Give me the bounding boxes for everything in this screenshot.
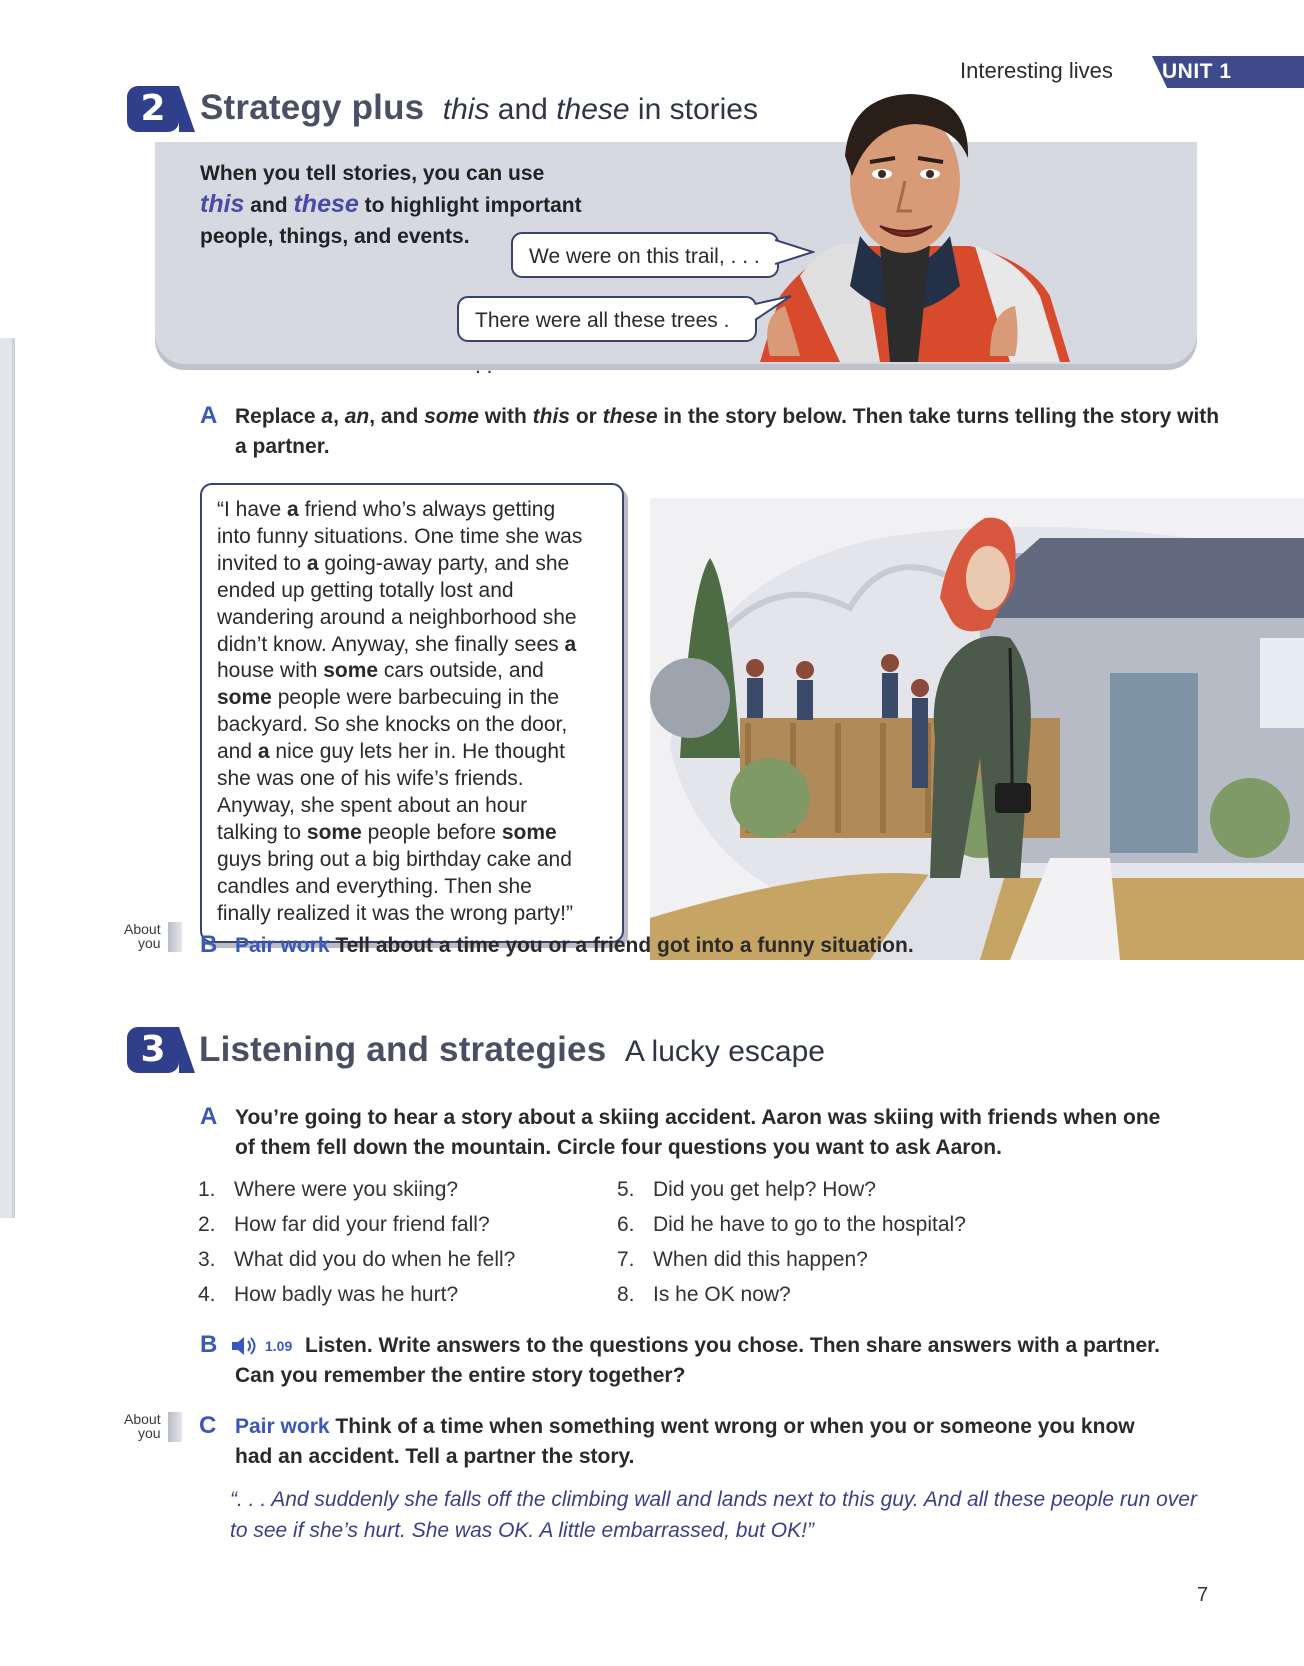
- t1: Replace: [235, 405, 322, 428]
- section-2-heading: [200, 88, 758, 128]
- question-item: [617, 1277, 966, 1312]
- page-edge-bar: [0, 338, 15, 1218]
- exercise-2b-text: [235, 931, 914, 961]
- speech-bubble-2: There were all these trees . . .: [457, 296, 757, 342]
- speaker-icon[interactable]: [230, 1334, 260, 1358]
- unit-label: UNIT 1: [1162, 60, 1232, 83]
- t3: , and: [369, 405, 425, 428]
- about-you-bar-3c: [168, 1412, 182, 1442]
- section-3-title: Listening and strategies: [199, 1030, 607, 1069]
- section-2-badge: 2: [127, 86, 179, 132]
- section-3-heading: [199, 1030, 825, 1070]
- question-text: How far did your friend fall?: [234, 1213, 490, 1236]
- about-you-bar-2b: [168, 922, 182, 952]
- strategy-line-3: people, things, and events.: [200, 225, 470, 248]
- example-quote: [230, 1484, 1220, 1546]
- question-text: Where were you skiing?: [234, 1178, 459, 1201]
- exercise-2a-line-1: [235, 402, 1235, 432]
- page-number: 7: [1197, 1584, 1209, 1606]
- exercise-3a-line-1: You’re going to hear a story about a skiing accident. Aaron was skiing with friends when one: [235, 1106, 1161, 1129]
- about-you-tag-3c: [124, 1412, 161, 1440]
- question-text: Is he OK now?: [653, 1283, 791, 1306]
- pair-work-label: Pair work: [235, 934, 330, 957]
- story-segment: people before: [361, 820, 502, 844]
- t6: in the story below. Then take turns telling the story with: [657, 405, 1220, 428]
- strategy-line-2: [200, 189, 620, 221]
- story-target-word: a: [287, 498, 299, 521]
- exercise-2a-line-2: a partner.: [235, 435, 330, 458]
- question-text: Did he have to go to the hospital?: [653, 1213, 966, 1236]
- story-segment: nice guy lets her in. He thought she was one of his wife’s friends. Anyway, she spent about an hour talking to: [217, 740, 565, 844]
- exercise-3a-line-2: of them fell down the mountain. Circle four questions you want to ask Aaron.: [235, 1136, 1002, 1159]
- story-target-word: some: [501, 820, 557, 844]
- exercise-3c-letter: C: [199, 1412, 217, 1439]
- section-2-title: Strategy plus: [200, 88, 425, 127]
- bubble-1-tail: [775, 238, 815, 268]
- story-segment: friend who’s always getting into funny situations. One time she was invited to: [217, 498, 583, 575]
- question-text: How badly was he hurt?: [234, 1283, 459, 1306]
- exercise-3c-instructions: [235, 1412, 1235, 1472]
- quote-line-2: to see if she’s hurt. She was OK. A little embarrassed, but OK!”: [230, 1519, 814, 1542]
- question-text: When did this happen?: [653, 1248, 868, 1271]
- exercise-3a-instructions: [235, 1103, 1235, 1163]
- question-item: [198, 1242, 515, 1277]
- section-2-subtitle: [443, 93, 758, 126]
- questions-right: [617, 1172, 966, 1312]
- exercise-2a-instructions: [235, 402, 1235, 462]
- question-number: 6.: [617, 1213, 635, 1236]
- questions-left: [198, 1172, 515, 1312]
- about-label: About: [124, 921, 161, 937]
- exercise-2b-instructions: Tell about a time you or a friend got into a funny situation.: [329, 934, 914, 957]
- quote-line-1: “. . . And suddenly she falls off the climbing wall and lands next to this guy. And all these people run over: [230, 1488, 1197, 1511]
- strategy-and: and: [244, 194, 294, 217]
- audio-track-number: 1.09: [265, 1338, 293, 1354]
- story-target-word: a: [257, 740, 270, 764]
- question-text: What did you do when he fell?: [234, 1248, 516, 1271]
- story-segment: people were barbecuing in the backyard. So she knocks on the door, and: [217, 686, 568, 764]
- exercise-2b-letter: B: [200, 931, 218, 958]
- story-target-word: some: [306, 820, 362, 844]
- t2: ,: [333, 405, 345, 428]
- about-you-tag-2b: [124, 922, 161, 950]
- question-number: 7.: [617, 1248, 635, 1271]
- question-item: [198, 1172, 515, 1207]
- story-segment: guys bring out a big birthday cake and candles and everything. Then she finally realized it was the wrong party!”: [217, 847, 573, 925]
- t5: or: [569, 405, 603, 428]
- exercise-3b-line-1: Listen. Write answers to the questions you chose. Then share answers with a partner.: [305, 1334, 1161, 1357]
- question-number: 2.: [198, 1213, 216, 1236]
- exercise-3c-line-2: had an accident. Tell a partner the story.: [235, 1445, 635, 1468]
- exercise-2a-letter: A: [200, 402, 218, 429]
- word-these: these: [602, 405, 658, 428]
- question-number: 8.: [617, 1283, 635, 1306]
- subtitle-word-this: this: [442, 93, 490, 126]
- subtitle-and: and: [489, 93, 557, 126]
- exercise-3b-letter: B: [200, 1331, 218, 1358]
- exercise-3c-line-1-text: Think of a time when something went wrong or when you or someone you know: [329, 1415, 1135, 1438]
- section-3-subtitle: A lucky escape: [624, 1035, 825, 1068]
- story-target-word: some: [323, 659, 379, 683]
- story-target-word: a: [306, 551, 319, 575]
- section-3-badge: 3: [127, 1027, 179, 1073]
- word-this: this: [532, 405, 570, 428]
- story-segment: cars outside, and: [383, 659, 544, 683]
- question-number: 3.: [198, 1248, 216, 1271]
- story-segment: going-away party, and she ended up getting totally lost and wandering around a neighborhood she didn’t know. Anyway, she finally sees: [217, 551, 577, 656]
- question-number: 5.: [617, 1178, 635, 1201]
- exercise-3a-letter: A: [200, 1103, 218, 1130]
- exercise-3b-line-2: Can you remember the entire story together?: [235, 1364, 686, 1387]
- about-label: About: [124, 1411, 161, 1427]
- question-number: 1.: [198, 1178, 216, 1201]
- speech-bubble-1: We were on this trail, . . .: [511, 232, 779, 278]
- exercise-3c-line-1: [235, 1412, 1235, 1442]
- story-target-word: some: [217, 686, 272, 710]
- you-label: you: [138, 1425, 161, 1441]
- question-item: [198, 1207, 515, 1242]
- question-item: [198, 1277, 515, 1312]
- question-item: [617, 1172, 966, 1207]
- word-a: a: [321, 405, 334, 428]
- unit-section-title: Interesting lives: [960, 58, 1113, 83]
- question-text: Did you get help? How?: [653, 1178, 876, 1201]
- pair-work-label: Pair work: [235, 1415, 330, 1438]
- you-label: you: [138, 935, 161, 951]
- subtitle-word-these: these: [556, 93, 630, 126]
- question-item: [617, 1207, 966, 1242]
- story-segment: “I have: [217, 498, 288, 521]
- question-number: 4.: [198, 1283, 216, 1306]
- t4: with: [478, 405, 533, 428]
- story-segment: house with: [217, 659, 318, 683]
- party-illustration: [650, 498, 1304, 960]
- bubble-2-tail: [755, 294, 795, 324]
- story-target-word: a: [564, 632, 577, 656]
- strategy-line-2-rest: to highlight important: [358, 194, 582, 217]
- word-an: an: [344, 405, 370, 428]
- word-some: some: [424, 405, 479, 428]
- highlight-these: these: [293, 190, 359, 218]
- highlight-this: this: [200, 190, 245, 218]
- strategy-line-1: When you tell stories, you can use: [200, 162, 545, 185]
- question-item: [617, 1242, 966, 1277]
- story-text: [217, 497, 617, 928]
- subtitle-end: in stories: [629, 93, 758, 126]
